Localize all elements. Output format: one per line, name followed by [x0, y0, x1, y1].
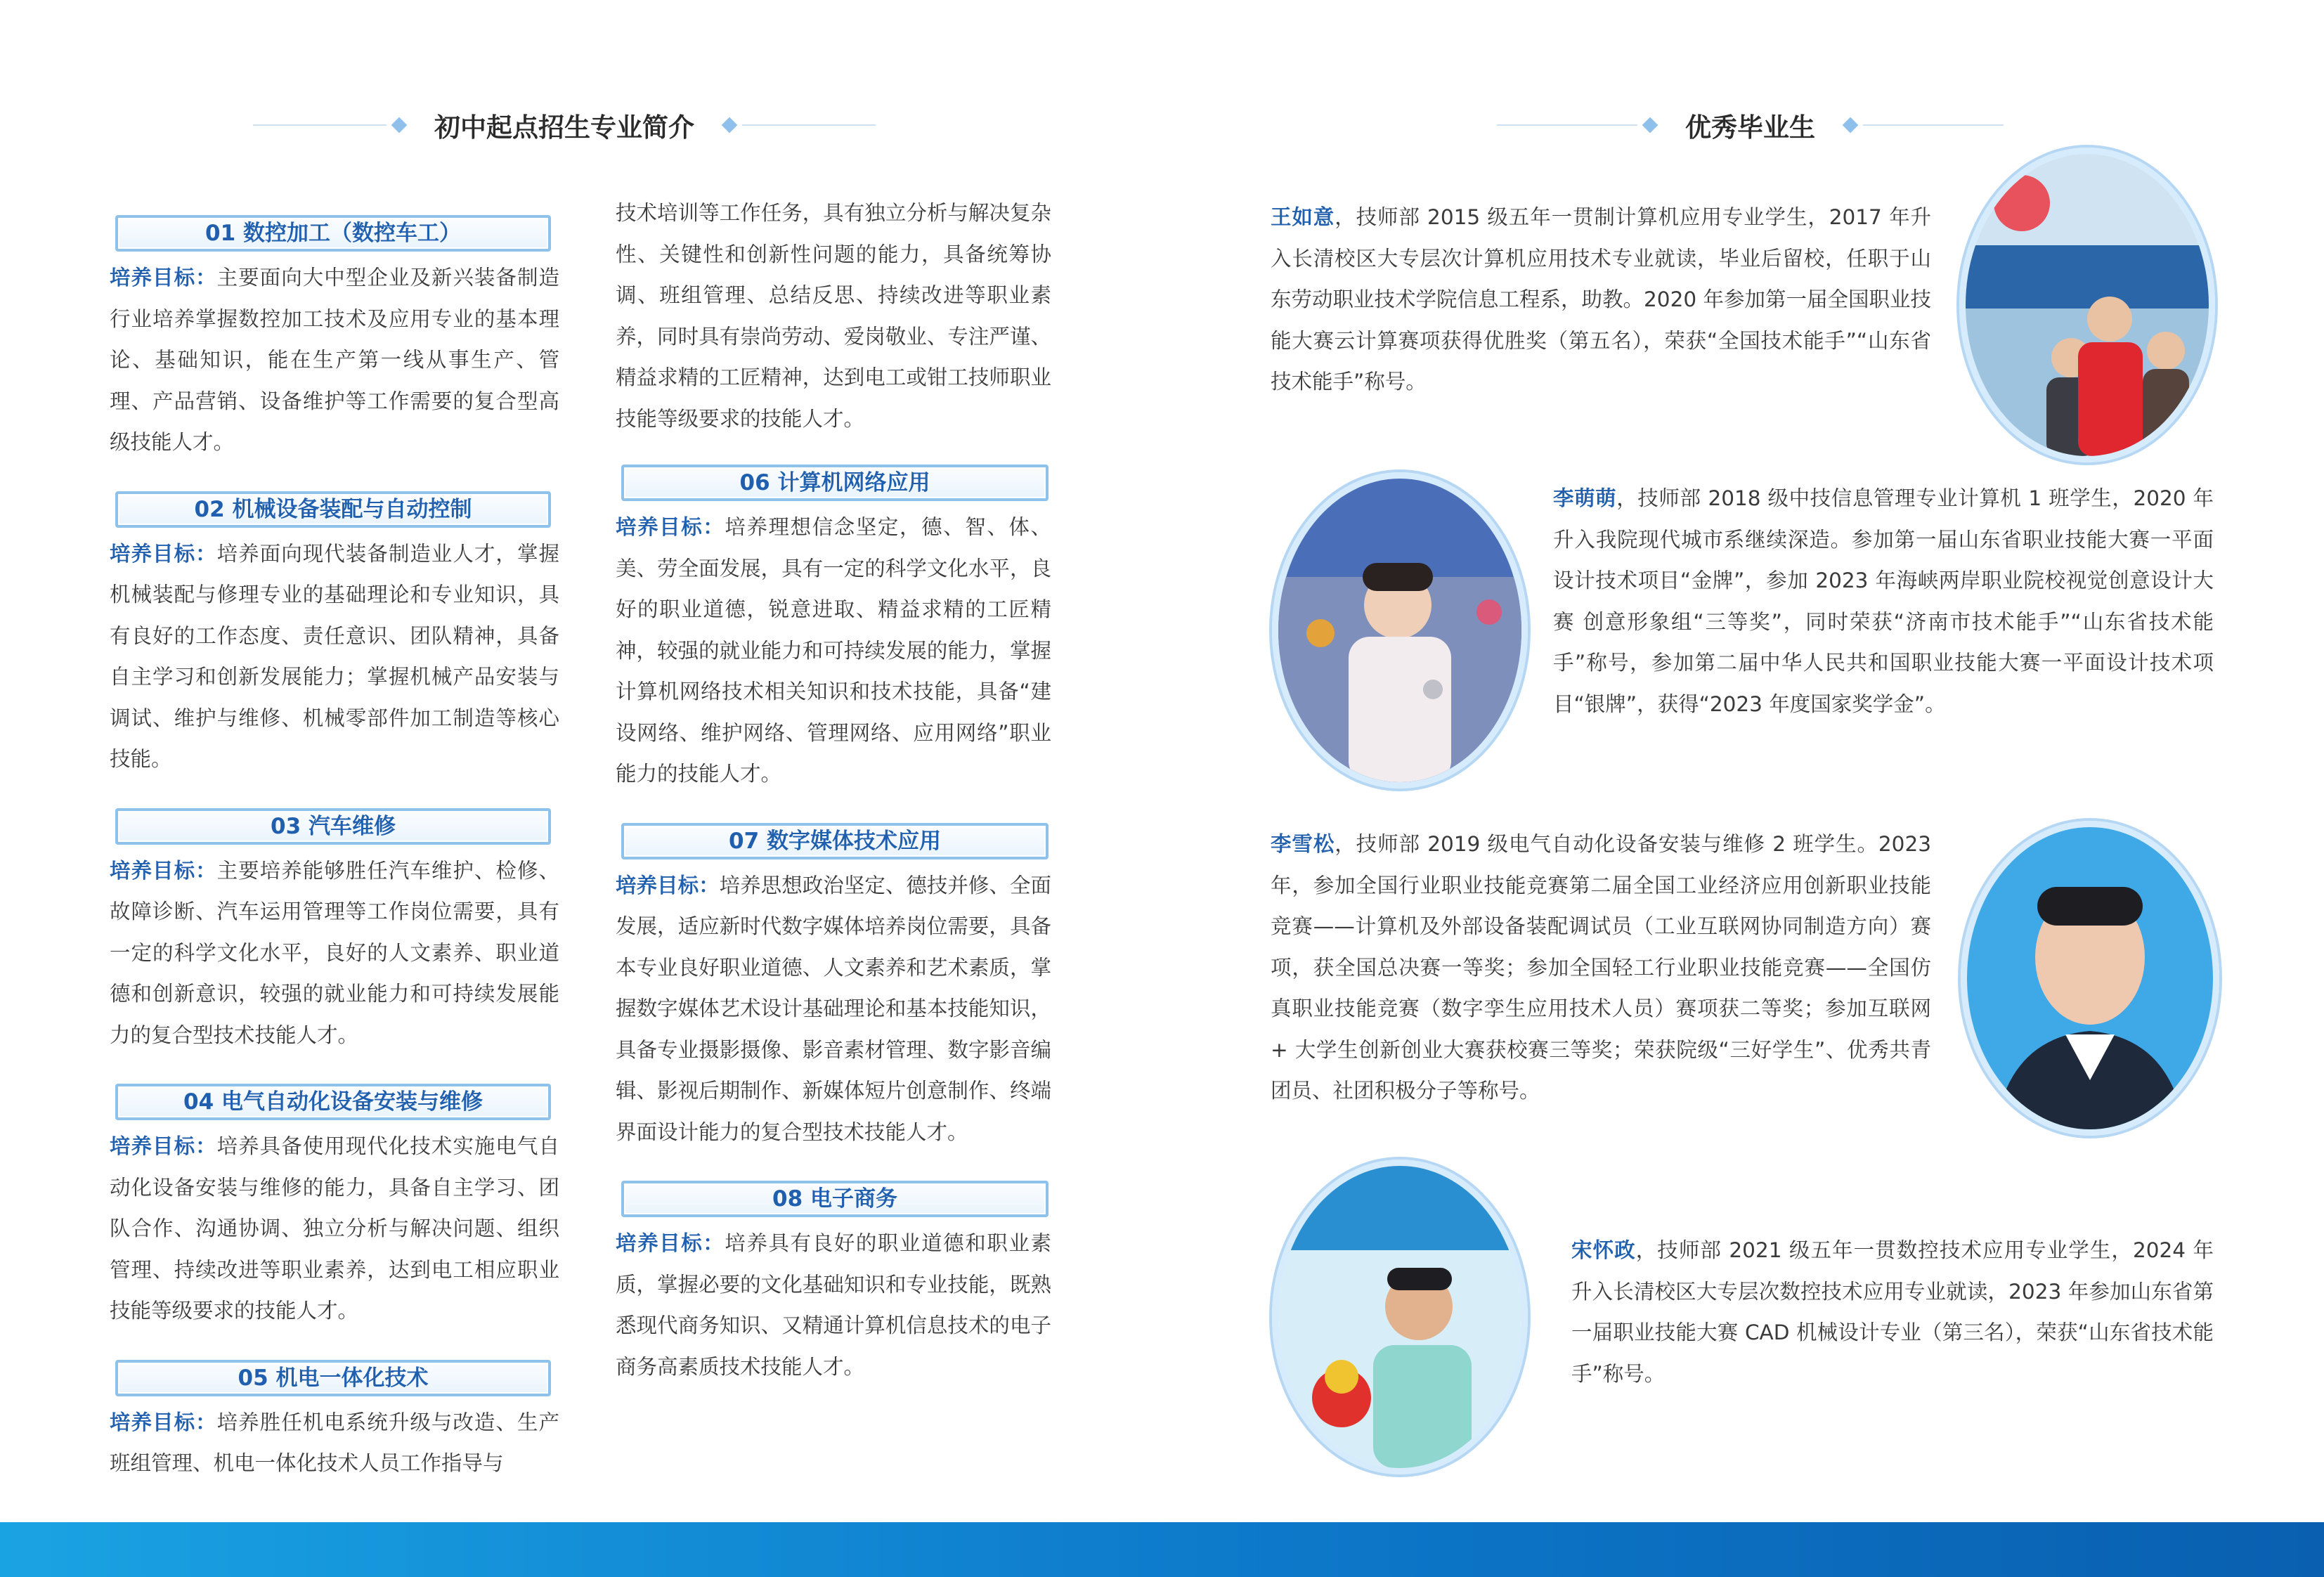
major-text: 培养胜任机电系统升级与改造、生产班组管理、机电一体化技术人员工作指导与: [110, 1410, 559, 1475]
title-line: [1497, 124, 1637, 126]
left-section-title: [253, 104, 876, 146]
goal-label: 培养目标：: [110, 858, 217, 883]
major-title: 06 计算机网络应用: [621, 465, 1049, 501]
goal-label: 培养目标：: [110, 1410, 217, 1434]
title-line: [1863, 124, 2004, 126]
diamond-icon: [722, 117, 738, 134]
major-description: [110, 1126, 559, 1332]
major-description: [616, 1223, 1051, 1387]
major-text: 培养具有良好的职业道德和职业素质，掌握必要的文化基础知识和专业技能，既熟悉现代商务知识、又精通计算机信息技术的电子商务高素质技术技能人才。: [616, 1231, 1051, 1379]
major-description: [110, 1402, 559, 1484]
graduate-name: 李雪松: [1271, 832, 1335, 856]
graduate-3-photo: [1961, 821, 2219, 1136]
major-title: 04 电气自动化设备安装与维修: [115, 1084, 551, 1120]
graduate-text: ，技师部 2021 级五年一贯数控技术应用专业学生，2024 年升入长清校区大专层次数控技术应用专业就读，2023 年参加山东省第一届职业技能大赛 CAD 机械设计专业（第三名），荣获“山东省技术能手”称号。: [1571, 1238, 2214, 1386]
right-section-title: [1497, 104, 2004, 146]
footer-bar: [0, 1522, 2324, 1577]
graduate-text: ，技师部 2018 级中技信息管理专业计算机 1 班学生，2020 年升入我院现代城市系继续深造。参加第一届山东省职业技能大赛一平面设计技术项目“金牌”，参加 2023 年海峡两岸职业院校视觉创意设计大赛 创意形象组“三等奖”，同时荣获“济南市技术能手”“山东省技术能手”称号，参加第二届中华人民共和国职业技能大赛一平面设计技术项目“银牌”，获得“2023 年度国家奖学金”。: [1553, 486, 2214, 716]
graduate-4-bio: [1571, 1230, 2214, 1394]
major-title: 08 电子商务: [621, 1181, 1049, 1217]
major-description-continued: 技术培训等工作任务，具有独立分析与解决复杂性、关键性和创新性问题的能力，具备统筹协调、班组管理、总结反思、持续改进等职业素养，同时具有崇尚劳动、爱岗敬业、专注严谨、精益求精的工匠精神，达到电工或钳工技师职业技能等级要求的技能人才。: [616, 201, 1051, 431]
major-text: 主要培养能够胜任汽车维护、检修、故障诊断、汽车运用管理等工作岗位需要，具有一定的科学文化水平，良好的人文素养、职业道德和创新意识，较强的就业能力和可持续发展能力的复合型技术技能人才。: [110, 858, 559, 1047]
major-text: 培养面向现代装备制造业人才，掌握机械装配与修理专业的基础理论和专业知识，具有良好的工作态度、责任意识、团队精神，具备自主学习和创新发展能力；掌握机械产品安装与调试、维护与维修、机械零部件加工制造等核心技能。: [110, 541, 559, 771]
major-text: 培养思想政治坚定、德技并修、全面发展，适应新时代数字媒体培养岗位需要，具备本专业良好职业道德、人文素养和艺术素质，掌握数字媒体艺术设计基础理论和基本技能知识，具备专业摄影摄像、影音素材管理、数字影音编辑、影视后期制作、新媒体短片创意制作、终端界面设计能力的复合型技术技能人才。: [616, 873, 1051, 1144]
section-title-text: 优秀毕业生: [1685, 112, 1815, 143]
goal-label: 培养目标：: [616, 1231, 725, 1255]
graduate-name: 宋怀政: [1571, 1238, 1636, 1262]
graduate-text: ，技师部 2019 级电气自动化设备安装与维修 2 班学生。2023 年，参加全国行业职业技能竞赛第二届全国工业经济应用创新职业技能竞赛——计算机及外部设备装配调试员（工业互联网协同制造方向）赛项，获全国总决赛一等奖；参加全国轻工行业职业技能竞赛——全国仿真职业技能竞赛（数字孪生应用技术人员）赛项获二等奖；参加互联网 + 大学生创新创业大赛获校赛三等奖；荣获院级“三好学生”、优秀共青团员、社团积极分子等称号。: [1271, 832, 1931, 1103]
goal-label: 培养目标：: [110, 1134, 217, 1158]
photo-illustration: [1966, 154, 2209, 456]
goal-label: 培养目标：: [616, 873, 720, 897]
major-title: 07 数字媒体技术应用: [621, 823, 1049, 859]
graduate-name: 李萌萌: [1553, 486, 1617, 510]
goal-label: 培养目标：: [616, 515, 725, 539]
photo-illustration: [1278, 1166, 1521, 1468]
diamond-icon: [1642, 117, 1658, 134]
title-line: [742, 124, 876, 126]
major-description: [616, 865, 1051, 1153]
graduate-3-bio: [1271, 824, 1931, 1112]
major-title: 01 数控加工（数控车工）: [115, 215, 551, 252]
major-description: [110, 533, 559, 780]
major-title: 03 汽车维修: [115, 808, 551, 845]
diamond-icon: [391, 117, 408, 134]
diamond-icon: [1843, 117, 1859, 134]
majors-column-2: [616, 193, 1051, 1387]
major-description: [616, 507, 1051, 795]
graduate-1-bio: [1271, 197, 1931, 403]
goal-label: 培养目标：: [110, 541, 217, 566]
major-text: 培养理想信念坚定，德、智、体、美、劳全面发展，具有一定的科学文化水平，良好的职业道德，锐意进取、精益求精的工匠精神，较强的就业能力和可持续发展的能力，掌握计算机网络技术相关知识和技术技能，具备“建设网络、维护网络、管理网络、应用网络”职业能力的技能人才。: [616, 515, 1051, 786]
graduate-2-bio: [1553, 478, 2214, 725]
graduate-1-photo: [1959, 148, 2215, 462]
title-line: [253, 124, 387, 126]
major-text: 培养具备使用现代化技术实施电气自动化设备安装与维修的能力，具备自主学习、团队合作、沟通协调、独立分析与解决问题、组织管理、持续改进等职业素养，达到电工相应职业技能等级要求的技能人才。: [110, 1134, 559, 1323]
section-title-text: 初中起点招生专业简介: [434, 112, 694, 143]
graduate-4-photo: [1272, 1160, 1528, 1474]
major-title: 02 机械设备装配与自动控制: [115, 491, 551, 528]
photo-illustration: [1278, 479, 1521, 782]
graduate-2-photo: [1272, 472, 1528, 788]
major-description: [110, 850, 559, 1056]
majors-column-1: [110, 215, 559, 1484]
major-text: 主要面向大中型企业及新兴装备制造行业培养掌握数控加工技术及应用专业的基本理论、基础知识，能在生产第一线从事生产、管理、产品营销、设备维护等工作需要的复合型高级技能人才。: [110, 266, 559, 454]
major-title: 05 机电一体化技术: [115, 1360, 551, 1396]
graduate-name: 王如意: [1271, 205, 1335, 229]
goal-label: 培养目标：: [110, 266, 217, 290]
graduate-text: ，技师部 2015 级五年一贯制计算机应用专业学生，2017 年升入长清校区大专层次计算机应用技术专业就读，毕业后留校，任职于山东劳动职业技术学院信息工程系，助教。2020 年参加第一届全国职业技能大赛云计算赛项获得优胜奖（第五名），荣获“全国技术能手”“山东省技术能手”称号。: [1271, 205, 1931, 394]
photo-illustration: [1967, 827, 2213, 1129]
major-description: [110, 257, 559, 463]
